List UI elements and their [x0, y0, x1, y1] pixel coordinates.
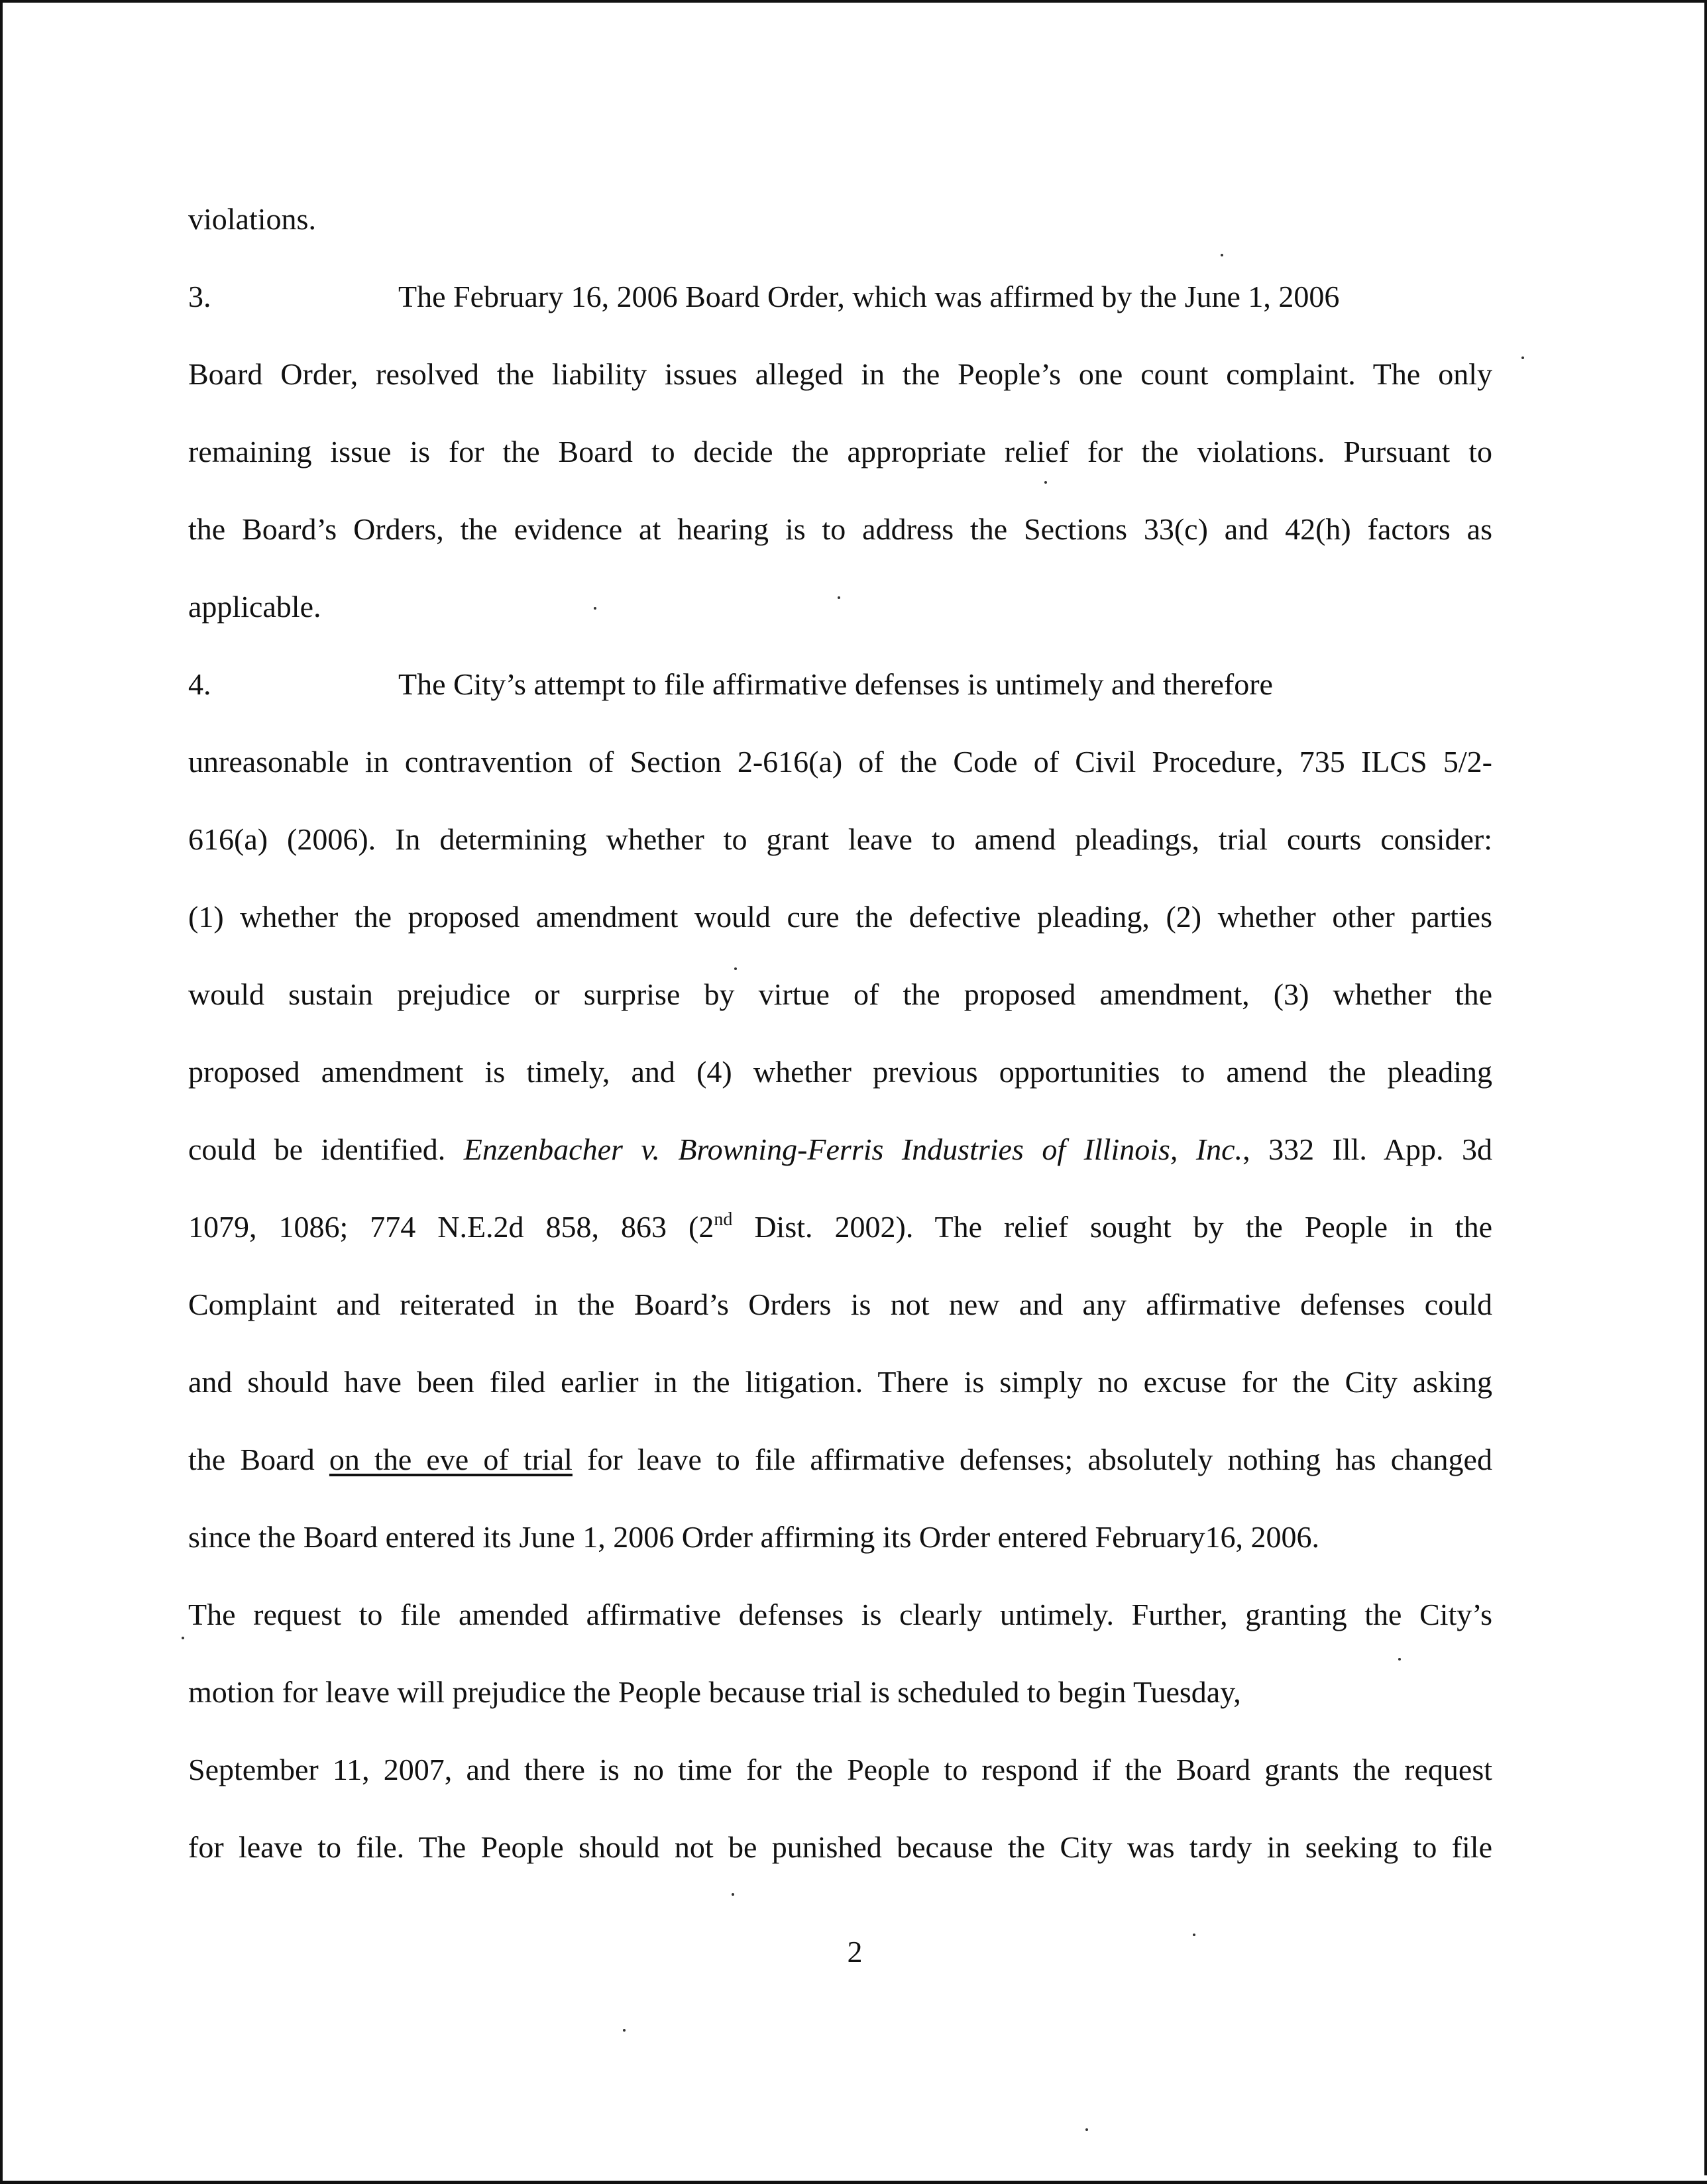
paragraph-3-first-line	[188, 278, 1492, 315]
paragraph-4-first-text: The City’s attempt to file affirmative defenses is untimely and therefore	[398, 667, 1273, 701]
paragraph-3-line: remaining issue is for the Board to decide the appropriate relief for the violations. Pursuant to	[188, 435, 1492, 468]
scan-border-bottom	[0, 2181, 1707, 2184]
paragraph-4-line: unreasonable in contravention of Section 2-616(a) of the Code of Civil Procedure, 735 ILCS 5/2-	[188, 745, 1492, 779]
paragraph-4-line: since the Board entered its June 1, 2006 Order affirming its Order entered February16, 2006.	[188, 1520, 1320, 1554]
paragraph-4-line: 616(a) (2006). In determining whether to grant leave to amend pleadings, trial courts consider:	[188, 822, 1492, 856]
paragraph-3-line: applicable.	[188, 590, 321, 624]
citation-line	[188, 1131, 1492, 1168]
paragraph-3-line: Board Order, resolved the liability issues alleged in the People’s one count complaint. The only	[188, 357, 1492, 391]
scan-speck	[734, 967, 737, 970]
paragraph-3-first-wrap	[188, 278, 1492, 315]
scan-speck	[182, 1637, 184, 1639]
paragraph-4-line: The request to file amended affirmative defenses is clearly untimely. Further, granting the City’s	[188, 1598, 1492, 1631]
scan-speck	[623, 2029, 626, 2032]
citation-line-2	[188, 1209, 1492, 1246]
scan-border-left	[0, 0, 3, 2184]
opening-line: violations.	[188, 202, 316, 236]
citation-lead: could be identified.	[188, 1132, 464, 1166]
eve-lead: the Board	[188, 1443, 329, 1476]
scan-speck	[1221, 254, 1223, 256]
scan-speck	[594, 607, 596, 610]
paragraph-4-line: for leave to file. The People should not be punished because the City was tardy in seeking to file	[188, 1830, 1492, 1864]
scan-speck	[1521, 356, 1524, 359]
scan-border-notch	[1601, 2175, 1707, 2181]
paragraph-4-line: motion for leave will prejudice the People because trial is scheduled to begin Tuesday,	[188, 1675, 1241, 1709]
scan-border-top	[0, 0, 1707, 3]
scan-speck	[1085, 2128, 1088, 2131]
paragraph-3-first-text: The February 16, 2006 Board Order, which was affirmed by the June 1, 2006	[398, 280, 1340, 313]
paragraph-3-number: 3.	[188, 280, 211, 313]
cite2-lead: 1079, 1086; 774 N.E.2d 858, 863 (2	[188, 1210, 714, 1244]
citation-tail: , 332 Ill. App. 3d	[1242, 1132, 1493, 1166]
scan-speck	[732, 1893, 734, 1896]
paragraph-4-first-line	[188, 666, 1492, 703]
page-number: 2	[847, 1935, 863, 1969]
scan-border-right	[1704, 0, 1707, 2184]
case-name: Enzenbacher v. Browning-Ferris Industries of Illinois, Inc.	[463, 1132, 1243, 1166]
scan-speck	[1398, 1658, 1401, 1661]
paragraph-3-line: the Board’s Orders, the evidence at hearing is to address the Sections 33(c) and 42(h) factors as	[188, 512, 1492, 546]
scan-speck	[1193, 1934, 1195, 1936]
eve-of-trial-line	[188, 1441, 1492, 1478]
cite2-superscript: nd	[714, 1209, 733, 1230]
eve-tail: for leave to file affirmative defenses; absolutely nothing has changed	[572, 1443, 1492, 1476]
underlined-phrase: on the eve of trial	[329, 1443, 573, 1476]
paragraph-4-line: proposed amendment is timely, and (4) whether previous opportunities to amend the pleading	[188, 1055, 1492, 1089]
scan-speck	[1044, 481, 1047, 484]
paragraph-4-line: (1) whether the proposed amendment would cure the defective pleading, (2) whether other parties	[188, 900, 1492, 934]
paragraph-4-line: September 11, 2007, and there is no time for the People to respond if the Board grants the request	[188, 1753, 1492, 1786]
paragraph-4-first-wrap	[188, 666, 1492, 703]
cite2-tail: Dist. 2002). The relief sought by the People in the	[732, 1210, 1492, 1244]
paragraph-4-line: and should have been filed earlier in the litigation. There is simply no excuse for the City asking	[188, 1365, 1492, 1399]
paragraph-4-line: Complaint and reiterated in the Board’s Orders is not new and any affirmative defenses could	[188, 1287, 1492, 1321]
paragraph-4-line: would sustain prejudice or surprise by virtue of the proposed amendment, (3) whether the	[188, 977, 1492, 1011]
scan-speck	[838, 596, 840, 599]
paragraph-4-number: 4.	[188, 667, 211, 701]
